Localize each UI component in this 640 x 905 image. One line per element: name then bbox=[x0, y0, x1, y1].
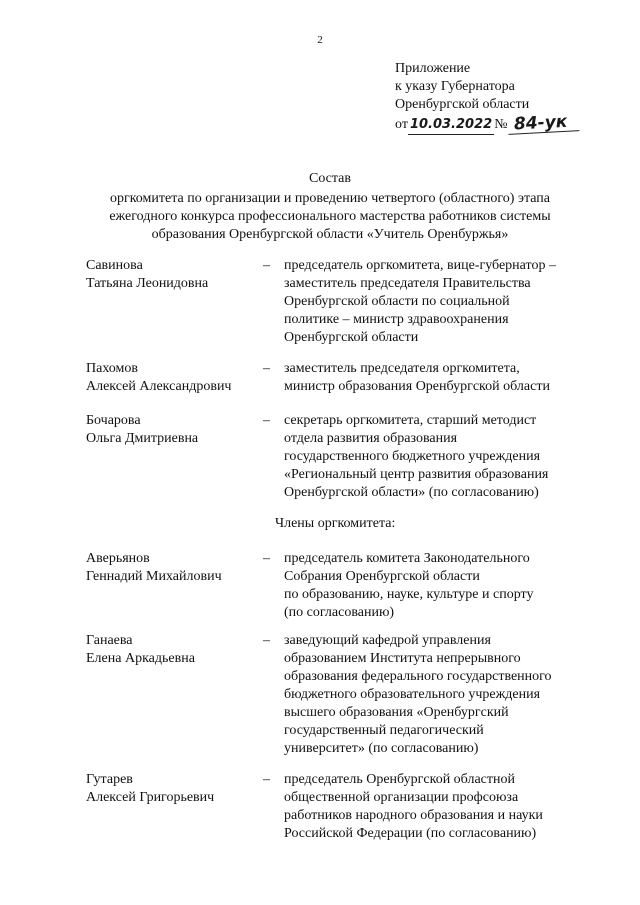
appendix-decree-ref: к указу Губернатора bbox=[395, 79, 515, 94]
member-role: председатель оргкомитета, вице-губернатор – заместитель председателя Правительства Оренбургской области по социальной политике – министр здравоохранения Оренбургской области bbox=[284, 258, 556, 345]
member-surname: Савинова bbox=[86, 258, 143, 273]
member-surname: Пахомов bbox=[86, 361, 138, 376]
handwritten-number: 84-ук bbox=[507, 112, 579, 135]
number-sign: № bbox=[494, 117, 508, 132]
date-prefix: от bbox=[395, 117, 408, 132]
title-line-3: образования Оренбургской области «Учитель Оренбуржья» bbox=[151, 227, 509, 242]
dash: – bbox=[263, 633, 270, 648]
appendix-date-line bbox=[395, 111, 579, 135]
page-number: 2 bbox=[317, 34, 323, 46]
member-surname: Ганаева bbox=[86, 633, 133, 648]
handwritten-date: 10.03.2022 bbox=[408, 116, 494, 135]
member-given-name: Алексей Александрович bbox=[86, 379, 232, 394]
member-name bbox=[86, 632, 256, 668]
member-surname: Гутарев bbox=[86, 772, 133, 787]
dash: – bbox=[263, 361, 270, 376]
member-role: заместитель председателя оргкомитета, министр образования Оренбургской области bbox=[284, 361, 550, 394]
member-surname: Аверьянов bbox=[86, 551, 150, 566]
member-surname: Бочарова bbox=[86, 413, 141, 428]
dash: – bbox=[263, 551, 270, 566]
member-name bbox=[86, 360, 256, 396]
member-name bbox=[86, 550, 256, 586]
appendix-header bbox=[395, 60, 579, 135]
title-line-2: ежегодного конкурса профессионального мастерства работников системы bbox=[109, 209, 551, 224]
member-given-name: Алексей Григорьевич bbox=[86, 790, 215, 805]
member-role: заведующий кафедрой управления образованием Института непрерывного образования федерального государственного бюджетного образовательного учреждения высшего образования «Оренбургский государственный педагогический университет» (по согласованию) bbox=[284, 633, 552, 756]
member-given-name: Татьяна Леонидовна bbox=[86, 276, 209, 291]
title-heading: Состав bbox=[308, 171, 351, 186]
member-name bbox=[86, 412, 256, 448]
member-given-name: Ольга Дмитриевна bbox=[86, 431, 199, 446]
dash: – bbox=[263, 258, 270, 273]
title-line-1: оргкомитета по организации и проведению четвертого (областного) этапа bbox=[109, 191, 551, 206]
dash: – bbox=[263, 413, 270, 428]
member-given-name: Геннадий Михайлович bbox=[86, 569, 222, 584]
member-role: председатель комитета Законодательного Собрания Оренбургской области по образованию, науке, культуре и спорту (по согласованию) bbox=[284, 551, 534, 620]
document-title bbox=[60, 170, 600, 244]
member-name bbox=[86, 257, 256, 293]
dash: – bbox=[263, 772, 270, 787]
appendix-region: Оренбургской области bbox=[395, 97, 530, 112]
member-given-name: Елена Аркадьевна bbox=[86, 651, 195, 666]
member-role: секретарь оргкомитета, старший методист отдела развития образования государственного бюджетного учреждения «Региональный центр развития образования Оренбургской области» (по согласованию) bbox=[284, 413, 549, 500]
appendix-title: Приложение bbox=[395, 61, 471, 76]
member-name bbox=[86, 771, 256, 807]
members-section-label: Члены оргкомитета: bbox=[275, 516, 396, 531]
member-role: председатель Оренбургской областной общественной организации профсоюза работников народного образования и науки Российской Федерации (по согласованию) bbox=[284, 772, 543, 841]
